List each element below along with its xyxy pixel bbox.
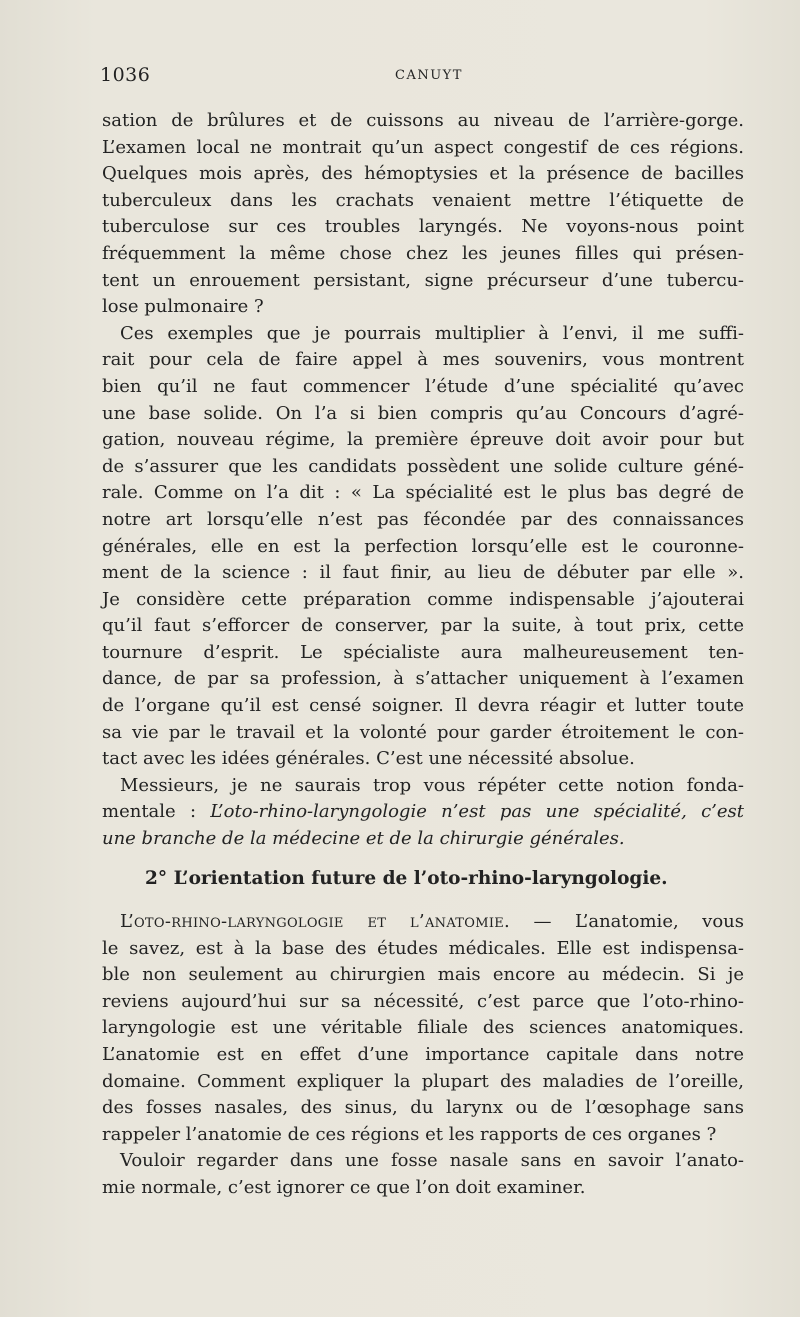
text-line: sa vie par le travail et la volonté pour garder étroitement le con- bbox=[102, 721, 744, 743]
text-line: Messieurs, je ne saurais trop vous répéter cette notion fonda- bbox=[120, 774, 744, 796]
page-number: 1036 bbox=[100, 64, 151, 86]
text-line: de l’organe qu’il est censé soigner. Il devra réagir et lutter toute bbox=[102, 695, 744, 717]
text-line: Quelques mois après, des hémoptysies et la présence de bacilles bbox=[102, 163, 744, 185]
subsection-title: L’oto-rhino-laryngologie et l’anatomie. bbox=[120, 911, 511, 932]
text-line: bien qu’il ne faut commencer l’étude d’une spécialité qu’avec bbox=[102, 375, 744, 397]
text-line: Je considère cette préparation comme indispensable j’ajouterai bbox=[102, 588, 744, 610]
text-line: mie normale, c’est ignorer ce que l’on doit examiner. bbox=[102, 1176, 586, 1198]
text-line: notre art lorsqu’elle n’est pas fécondée par des connaissances bbox=[102, 508, 744, 530]
text-line: tuberculeux dans les crachats venaient mettre l’étiquette de bbox=[102, 189, 744, 211]
emphasis-text: une branche de la médecine et de la chirurgie générales. bbox=[102, 828, 625, 850]
text-line: L’anatomie est en effet d’une importance capitale dans notre bbox=[102, 1043, 744, 1065]
text-line: Vouloir regarder dans une fosse nasale sans en savoir l’anato- bbox=[120, 1150, 744, 1172]
text-line: générales, elle en est la perfection lorsqu’elle est le couronne- bbox=[102, 535, 744, 557]
text-line: fréquemment la même chose chez les jeunes filles qui présen- bbox=[102, 242, 744, 264]
text-line: rale. Comme on l’a dit : « La spécialité est le plus bas degré de bbox=[102, 482, 744, 504]
text-line bbox=[102, 909, 744, 936]
text-line: tent un enrouement persistant, signe précurseur d’une tubercu- bbox=[102, 269, 744, 291]
text-line: L’examen local ne montrait qu’un aspect congestif de ces régions. bbox=[102, 136, 744, 158]
text-line: tuberculose sur ces troubles laryngés. Ne voyons-nous point bbox=[102, 216, 744, 238]
text-line: qu’il faut s’efforcer de conserver, par la suite, à tout prix, cette bbox=[102, 615, 744, 637]
text-line: ment de la science : il faut finir, au lieu de débuter par elle ». bbox=[102, 562, 744, 584]
text-line: dance, de par sa profession, à s’attacher uniquement à l’examen bbox=[102, 668, 744, 690]
text-line: reviens aujourd’hui sur sa nécessité, c’est parce que l’oto-rhino- bbox=[102, 990, 744, 1012]
main-text bbox=[102, 108, 744, 853]
emphasis-text: L’oto-rhino-laryngologie n’est pas une spécialité, c’est bbox=[210, 801, 744, 823]
text-line: de s’assurer que les candidats possèdent une solide culture géné- bbox=[102, 455, 744, 477]
text-line: sation de brûlures et de cuissons au niveau de l’arrière-gorge. bbox=[102, 110, 744, 131]
text-line: rappeler l’anatomie de ces régions et les rapports de ces organes ? bbox=[102, 1123, 717, 1145]
text-line bbox=[102, 799, 744, 826]
text-line: laryngologie est une véritable filiale des sciences anatomiques. bbox=[102, 1017, 744, 1039]
text-line: gation, nouveau régime, la première épreuve doit avoir pour but bbox=[102, 429, 744, 451]
text-line: rait pour cela de faire appel à mes souvenirs, vous montrent bbox=[102, 349, 744, 371]
section-text bbox=[102, 909, 744, 1202]
running-head: CANUYT bbox=[395, 68, 463, 83]
text-segment: mentale : bbox=[102, 801, 211, 823]
text-line: des fosses nasales, des sinus, du larynx ou de l’œsophage sans bbox=[102, 1097, 744, 1119]
page-header bbox=[100, 58, 748, 92]
text-line: lose pulmonaire ? bbox=[102, 296, 264, 318]
text-line: tournure d’esprit. Le spécialiste aura malheureusement ten- bbox=[102, 641, 744, 663]
text-line: ble non seulement au chirurgien mais encore au médecin. Si je bbox=[102, 964, 744, 986]
text-segment: — L’anatomie, vous bbox=[510, 911, 744, 932]
text-line: le savez, est à la base des études médicales. Elle est indispensa- bbox=[102, 937, 744, 959]
text-line: une base solide. On l’a si bien compris qu’au Concours d’agré- bbox=[102, 402, 744, 424]
text-line: domaine. Comment expliquer la plupart des maladies de l’oreille, bbox=[102, 1070, 744, 1092]
text-line: tact avec les idées générales. C’est une nécessité absolue. bbox=[102, 748, 635, 770]
section-heading: 2° L’orientation future de l’oto-rhino-laryngologie. bbox=[145, 868, 668, 889]
text-line: Ces exemples que je pourrais multiplier à l’envi, il me suffi- bbox=[120, 322, 744, 344]
